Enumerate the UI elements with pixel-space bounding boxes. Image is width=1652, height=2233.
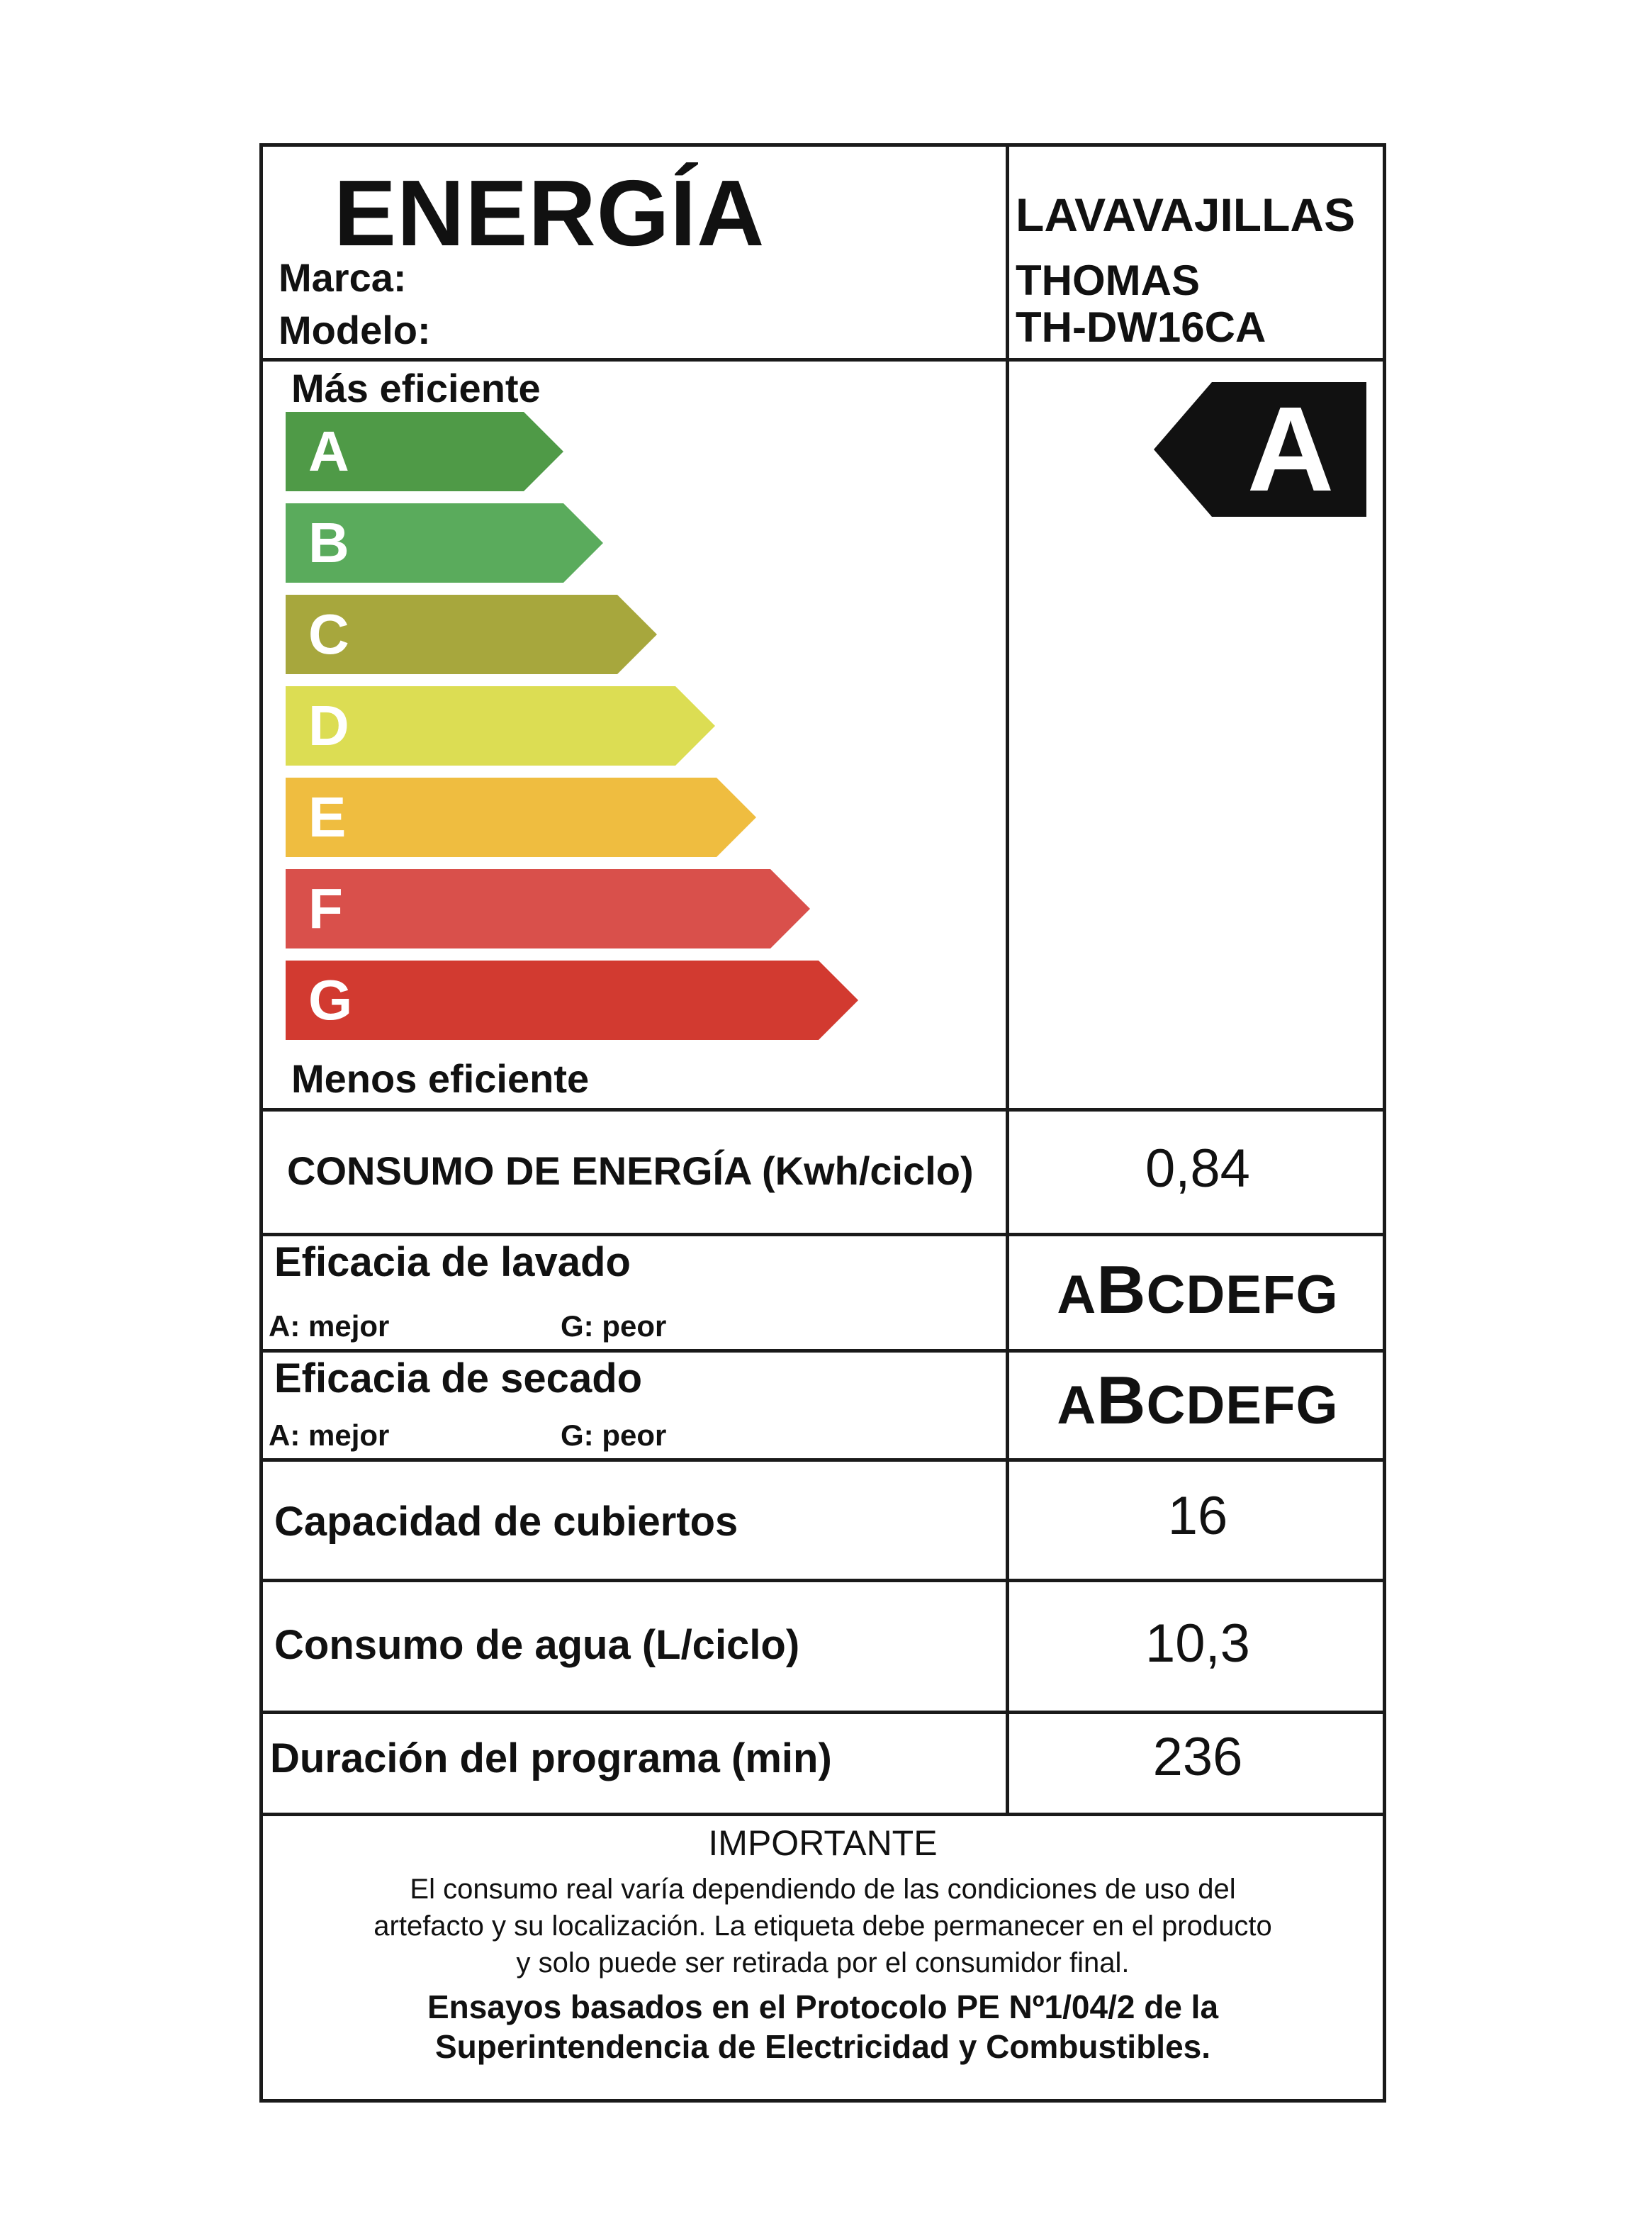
label-title: ENERGÍA — [334, 161, 765, 265]
important-body — [263, 1871, 1383, 1981]
efficiency-bar-a — [286, 412, 563, 491]
protocol-note-line: Superintendencia de Electricidad y Combustibles. — [434, 2028, 1211, 2065]
drying-efficiency-value — [1009, 1362, 1386, 1440]
model-label: Modelo: — [279, 308, 431, 352]
efficiency-bar-g — [286, 961, 858, 1040]
capacity-label: Capacidad de cubiertos — [274, 1499, 738, 1545]
drying-efficiency-label: Eficacia de secado — [274, 1355, 643, 1401]
scale-letters: CDEFG — [1146, 1375, 1339, 1436]
scale-bottom-label: Menos eficiente — [291, 1056, 590, 1101]
efficiency-bar-shape — [286, 778, 756, 857]
divider — [263, 1711, 1383, 1714]
energy-consumption-label: CONSUMO DE ENERGÍA (Kwh/ciclo) — [287, 1148, 974, 1193]
rated-scale-letter: B — [1096, 1252, 1147, 1328]
brand-value: THOMAS — [1016, 257, 1200, 304]
efficiency-bar-shape — [286, 869, 810, 948]
appliance-type: LAVAVAJILLAS — [1016, 189, 1356, 241]
divider — [263, 1233, 1383, 1236]
efficiency-bar-letter: A — [308, 420, 349, 483]
efficiency-bar-letter: D — [308, 694, 349, 757]
divider — [263, 1108, 1383, 1112]
washing-efficiency-value — [1009, 1251, 1386, 1329]
capacity-value: 16 — [1167, 1486, 1228, 1546]
washing-best-label: A: mejor — [269, 1309, 390, 1343]
efficiency-bar-letter: B — [308, 511, 349, 574]
scale-letter: A — [1057, 1265, 1097, 1325]
protocol-note — [263, 1987, 1383, 2066]
efficiency-bar-letter: E — [308, 785, 347, 849]
rating-badge — [1154, 382, 1366, 517]
washing-worst-label: G: peor — [561, 1309, 667, 1343]
water-consumption-value: 10,3 — [1145, 1613, 1250, 1674]
efficiency-bar-letter: C — [308, 603, 349, 666]
brand-label: Marca: — [279, 255, 407, 300]
energy-consumption-value: 0,84 — [1145, 1138, 1250, 1199]
model-value: TH-DW16CA — [1016, 303, 1266, 351]
efficiency-bar-letter: G — [308, 968, 353, 1031]
efficiency-bar-e — [286, 778, 756, 857]
drying-best-label: A: mejor — [269, 1418, 390, 1452]
efficiency-bar-b — [286, 503, 603, 583]
column-divider — [1006, 147, 1009, 1813]
efficiency-bar-shape — [286, 961, 858, 1040]
water-consumption-label: Consumo de agua (L/ciclo) — [274, 1622, 800, 1668]
program-duration-label: Duración del programa (min) — [270, 1735, 832, 1781]
important-body-line: El consumo real varía dependiendo de las condiciones de uso del — [410, 1874, 1236, 1905]
divider — [263, 1813, 1383, 1816]
washing-efficiency-label: Eficacia de lavado — [274, 1239, 631, 1285]
scale-top-label: Más eficiente — [291, 366, 541, 410]
efficiency-bar-shape — [286, 686, 715, 766]
drying-worst-label: G: peor — [561, 1418, 667, 1452]
important-body-line: artefacto y su localización. La etiqueta debe permanecer en el producto — [373, 1910, 1272, 1942]
scale-letter: A — [1057, 1375, 1097, 1436]
efficiency-bar-f — [286, 869, 810, 948]
rating-letter: A — [1247, 382, 1334, 517]
divider — [263, 358, 1383, 362]
efficiency-bar-d — [286, 686, 715, 766]
important-title: IMPORTANTE — [708, 1823, 938, 1863]
divider — [263, 1579, 1383, 1582]
program-duration-value: 236 — [1152, 1727, 1243, 1787]
rated-scale-letter: B — [1096, 1362, 1147, 1438]
divider — [263, 1349, 1383, 1353]
divider — [263, 1458, 1383, 1462]
efficiency-bar-c — [286, 595, 657, 674]
energy-label — [259, 143, 1386, 2103]
protocol-note-line: Ensayos basados en el Protocolo PE Nº1/04/2 de la — [427, 1988, 1219, 2025]
important-body-line: y solo puede ser retirada por el consumidor final. — [516, 1947, 1130, 1979]
scale-letters: CDEFG — [1146, 1265, 1339, 1325]
efficiency-bar-letter: F — [308, 877, 343, 940]
